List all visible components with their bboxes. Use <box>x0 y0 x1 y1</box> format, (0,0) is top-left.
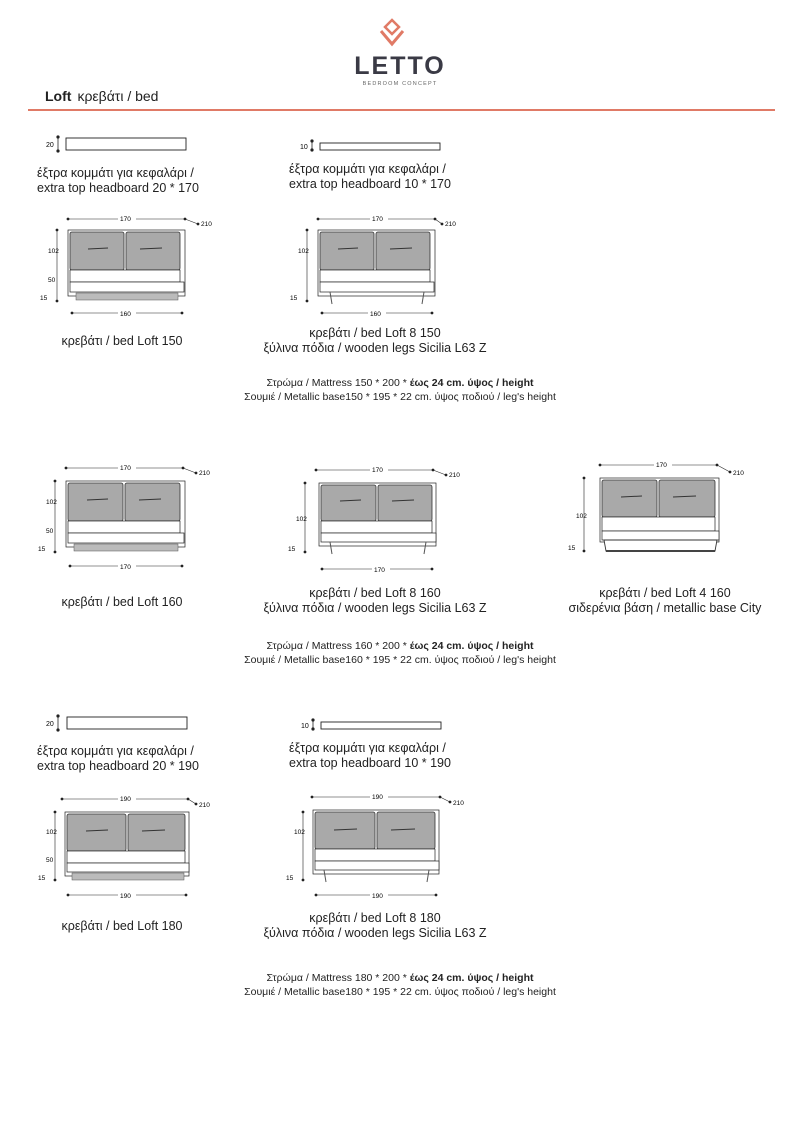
brand-tagline: BEDROOM CONCEPT <box>362 81 438 87</box>
base-note: Σουμιέ / Metallic base160 * 195 * 22 cm. ύψος ποδιού / leg's height <box>244 654 556 666</box>
extra-caption-line2: extra top headboard 20 * 190 <box>37 759 199 773</box>
bed-caption: κρεβάτι / bed Loft 8 180 <box>309 911 441 925</box>
bed-caption: κρεβάτι / bed Loft 160 <box>61 595 183 609</box>
extra-headboard-drawing <box>40 134 200 156</box>
svg-text:170: 170 <box>372 467 383 474</box>
svg-text:102: 102 <box>46 829 57 836</box>
svg-text:15: 15 <box>568 545 576 552</box>
bed-caption: κρεβάτι / bed Loft 8 150 <box>309 326 441 340</box>
svg-text:210: 210 <box>445 221 456 228</box>
svg-text:210: 210 <box>199 802 210 809</box>
bed-drawing-loft-160 <box>38 461 218 573</box>
svg-text:50: 50 <box>46 857 54 864</box>
svg-text:15: 15 <box>38 875 46 882</box>
extra-caption-line2: extra top headboard 10 * 170 <box>289 177 451 191</box>
svg-text:102: 102 <box>46 499 57 506</box>
svg-text:50: 50 <box>46 528 54 535</box>
extra-caption-line1: έξτρα κομμάτι για κεφαλάρι / <box>37 166 194 180</box>
bed-drawing-loft-4-160 <box>570 458 750 562</box>
svg-text:20: 20 <box>46 721 54 728</box>
bed-drawing-loft-8-180 <box>286 790 466 902</box>
svg-text:210: 210 <box>733 470 744 477</box>
svg-text:170: 170 <box>120 564 131 571</box>
svg-text:15: 15 <box>40 295 48 302</box>
mattress-note: Στρώμα / Mattress 180 * 200 * έως 24 cm. ύψος / height <box>266 972 534 984</box>
svg-text:170: 170 <box>120 465 131 472</box>
bed-drawing-loft-180 <box>38 792 218 902</box>
svg-text:190: 190 <box>120 893 131 900</box>
extra-caption-line2: extra top headboard 10 * 190 <box>289 756 451 770</box>
svg-text:102: 102 <box>296 516 307 523</box>
extra-caption-line2: extra top headboard 20 * 170 <box>37 181 199 195</box>
letto-logo-icon <box>377 18 407 48</box>
svg-text:190: 190 <box>372 893 383 900</box>
svg-text:15: 15 <box>288 546 296 553</box>
bed-caption: κρεβάτι / bed Loft 150 <box>61 334 183 348</box>
svg-text:10: 10 <box>300 144 308 151</box>
svg-text:170: 170 <box>374 567 385 574</box>
base-note: Σουμιέ / Metallic base150 * 195 * 22 cm. ύψος ποδιού / leg's height <box>244 391 556 403</box>
extra-caption-line1: έξτρα κομμάτι για κεφαλάρι / <box>289 741 446 755</box>
svg-text:10: 10 <box>301 723 309 730</box>
svg-text:102: 102 <box>48 248 59 255</box>
svg-text:210: 210 <box>449 472 460 479</box>
mattress-note: Στρώμα / Mattress 150 * 200 * έως 24 cm. ύψος / height <box>266 377 534 389</box>
extra-headboard-drawing <box>40 713 200 735</box>
extra-caption-line1: έξτρα κομμάτι για κεφαλάρι / <box>289 162 446 176</box>
page-title <box>45 88 158 104</box>
svg-text:190: 190 <box>372 794 383 801</box>
extra-caption-line1: έξτρα κομμάτι για κεφαλάρι / <box>37 744 194 758</box>
svg-text:160: 160 <box>120 311 131 318</box>
bed-caption: κρεβάτι / bed Loft 8 160 <box>309 586 441 600</box>
bed-caption: κρεβάτι / bed Loft 180 <box>61 919 183 933</box>
svg-text:170: 170 <box>372 216 383 223</box>
bed-caption-legs: ξύλινα πόδια / wooden legs Sicilia L63 Z <box>263 601 487 615</box>
svg-text:210: 210 <box>199 470 210 477</box>
svg-text:20: 20 <box>46 142 54 149</box>
svg-text:15: 15 <box>290 295 298 302</box>
brand-name: LETTO <box>354 52 446 80</box>
svg-text:170: 170 <box>120 216 131 223</box>
svg-text:170: 170 <box>656 462 667 469</box>
bed-drawing-loft-150 <box>40 212 220 322</box>
svg-text:160: 160 <box>370 311 381 318</box>
svg-text:102: 102 <box>294 829 305 836</box>
svg-text:190: 190 <box>120 796 131 803</box>
svg-text:15: 15 <box>286 875 294 882</box>
bed-drawing-loft-8-150 <box>290 212 470 322</box>
page-subtitle: κρεβάτι / bed <box>77 88 159 104</box>
svg-text:102: 102 <box>576 513 587 520</box>
mattress-note: Στρώμα / Mattress 160 * 200 * έως 24 cm. ύψος / height <box>266 640 534 652</box>
bed-caption-base: σιδερένια βάση / metallic base City <box>568 601 762 615</box>
model-name: Loft <box>45 88 72 104</box>
extra-headboard-drawing <box>296 717 456 735</box>
svg-text:102: 102 <box>298 248 309 255</box>
bed-caption-legs: ξύλινα πόδια / wooden legs Sicilia L63 Z <box>263 341 487 355</box>
extra-headboard-drawing <box>295 138 455 156</box>
svg-text:50: 50 <box>48 277 56 284</box>
svg-text:210: 210 <box>453 800 464 807</box>
base-note: Σουμιέ / Metallic base180 * 195 * 22 cm. ύψος ποδιού / leg's height <box>244 986 556 998</box>
svg-text:210: 210 <box>201 221 212 228</box>
bed-drawing-loft-8-160 <box>288 463 468 575</box>
bed-caption-legs: ξύλινα πόδια / wooden legs Sicilia L63 Z <box>263 926 487 940</box>
svg-text:15: 15 <box>38 546 46 553</box>
bed-caption: κρεβάτι / bed Loft 4 160 <box>599 586 731 600</box>
header-divider <box>28 109 775 111</box>
